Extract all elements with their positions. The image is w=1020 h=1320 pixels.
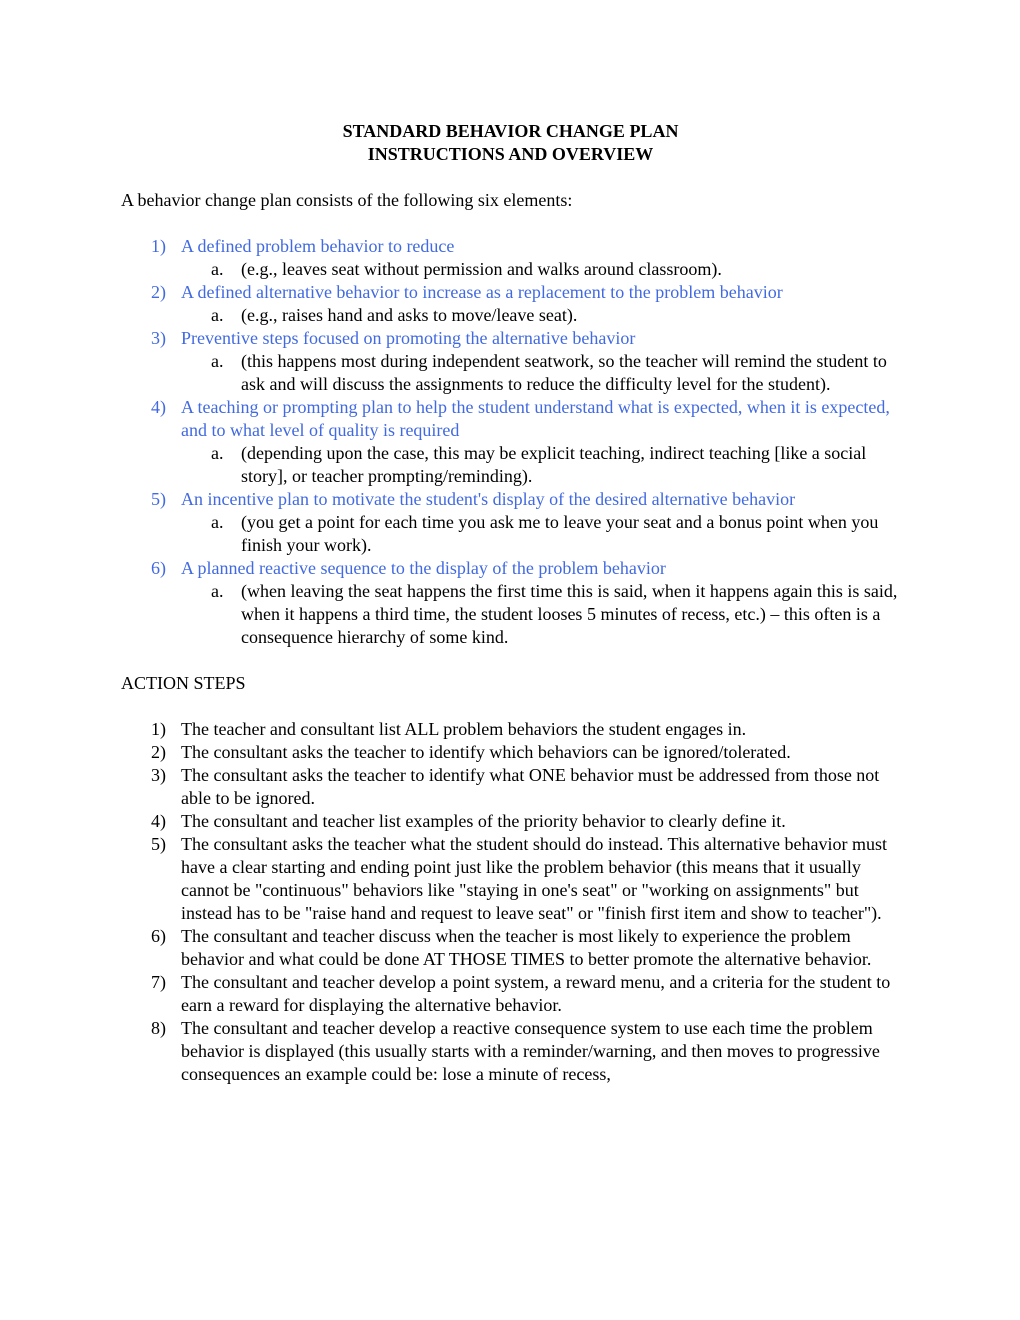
example-letter: a. — [211, 351, 224, 371]
action-step — [121, 718, 900, 741]
title-line-1: STANDARD BEHAVIOR CHANGE PLAN — [342, 121, 679, 141]
step-text: The consultant and teacher list examples of the priority behavior to clearly define it. — [181, 811, 786, 831]
step-text: The consultant asks the teacher to identify what ONE behavior must be addressed from those not able to be ignored. — [181, 765, 880, 808]
action-step — [121, 833, 900, 925]
element-item — [121, 396, 900, 442]
step-number: 4) — [151, 811, 166, 831]
element-item — [121, 235, 900, 258]
action-step — [121, 925, 900, 971]
element-text: An incentive plan to motivate the student's display of the desired alternative behavior — [181, 489, 796, 509]
element-item — [121, 488, 900, 511]
element-number: 1) — [151, 236, 166, 256]
element-item — [121, 557, 900, 580]
element-example — [121, 350, 900, 396]
element-example — [121, 258, 900, 281]
element-text: A defined alternative behavior to increase as a replacement to the problem behavior — [181, 282, 783, 302]
element-number: 5) — [151, 489, 166, 509]
step-number: 2) — [151, 742, 166, 762]
example-text: (when leaving the seat happens the first time this is said, when it happens again this is said, when it happens a third time, the student looses 5 minutes of recess, etc.) – this often is a consequence hierarchy of some kind. — [241, 581, 898, 647]
element-number: 3) — [151, 328, 166, 348]
step-text: The teacher and consultant list ALL problem behaviors the student engages in. — [181, 719, 747, 739]
element-example — [121, 511, 900, 557]
action-step — [121, 971, 900, 1017]
action-step — [121, 810, 900, 833]
action-steps-list — [121, 718, 900, 1086]
element-text: A planned reactive sequence to the display of the problem behavior — [181, 558, 666, 578]
example-text: (this happens most during independent seatwork, so the teacher will remind the student to ask and will discuss the assignments to reduce the difficulty level for the student). — [241, 351, 887, 394]
element-example — [121, 304, 900, 327]
action-steps-heading: ACTION STEPS — [121, 673, 246, 693]
step-text: The consultant asks the teacher to identify which behaviors can be ignored/tolerated. — [181, 742, 791, 762]
element-number: 2) — [151, 282, 166, 302]
document-title — [121, 120, 900, 166]
example-letter: a. — [211, 512, 224, 532]
example-text: (e.g., raises hand and asks to move/leave seat). — [241, 305, 578, 325]
element-item — [121, 327, 900, 350]
step-number: 8) — [151, 1018, 166, 1038]
element-text: Preventive steps focused on promoting the alternative behavior — [181, 328, 636, 348]
element-text: A defined problem behavior to reduce — [181, 236, 455, 256]
step-number: 5) — [151, 834, 166, 854]
title-line-2: INSTRUCTIONS AND OVERVIEW — [367, 144, 654, 164]
element-number: 6) — [151, 558, 166, 578]
intro-paragraph: A behavior change plan consists of the following six elements: — [121, 190, 573, 210]
step-number: 7) — [151, 972, 166, 992]
step-text: The consultant and teacher develop a point system, a reward menu, and a criteria for the student to earn a reward for displaying the alternative behavior. — [181, 972, 891, 1015]
element-example — [121, 442, 900, 488]
step-number: 1) — [151, 719, 166, 739]
action-step — [121, 741, 900, 764]
step-number: 6) — [151, 926, 166, 946]
action-step — [121, 764, 900, 810]
example-letter: a. — [211, 305, 224, 325]
example-letter: a. — [211, 443, 224, 463]
elements-list — [121, 235, 900, 649]
step-text: The consultant asks the teacher what the student should do instead. This alternative behavior must have a clear starting and ending point just like the problem behavior (this means that it usually cannot be "continuous" behaviors like "staying in one's seat" or "working on assignments" but instead has to be "raise hand and request to leave seat" or "finish first item and show to teacher"). — [181, 834, 887, 923]
example-text: (depending upon the case, this may be explicit teaching, indirect teaching [like a social story], or teacher prompting/reminding). — [241, 443, 867, 486]
element-example — [121, 580, 900, 649]
element-text: A teaching or prompting plan to help the student understand what is expected, when it is expected, and to what level of quality is required — [181, 397, 890, 440]
element-item — [121, 281, 900, 304]
action-step — [121, 1017, 900, 1086]
example-text: (you get a point for each time you ask me to leave your seat and a bonus point when you finish your work). — [241, 512, 879, 555]
example-text: (e.g., leaves seat without permission and walks around classroom). — [241, 259, 722, 279]
example-letter: a. — [211, 259, 224, 279]
step-number: 3) — [151, 765, 166, 785]
example-letter: a. — [211, 581, 224, 601]
step-text: The consultant and teacher develop a reactive consequence system to use each time the problem behavior is displayed (this usually starts with a reminder/warning, and then moves to progressive consequences an example could be: lose a minute of recess, — [181, 1018, 880, 1084]
step-text: The consultant and teacher discuss when the teacher is most likely to experience the problem behavior and what could be done AT THOSE TIMES to better promote the alternative behavior. — [181, 926, 872, 969]
element-number: 4) — [151, 397, 166, 417]
